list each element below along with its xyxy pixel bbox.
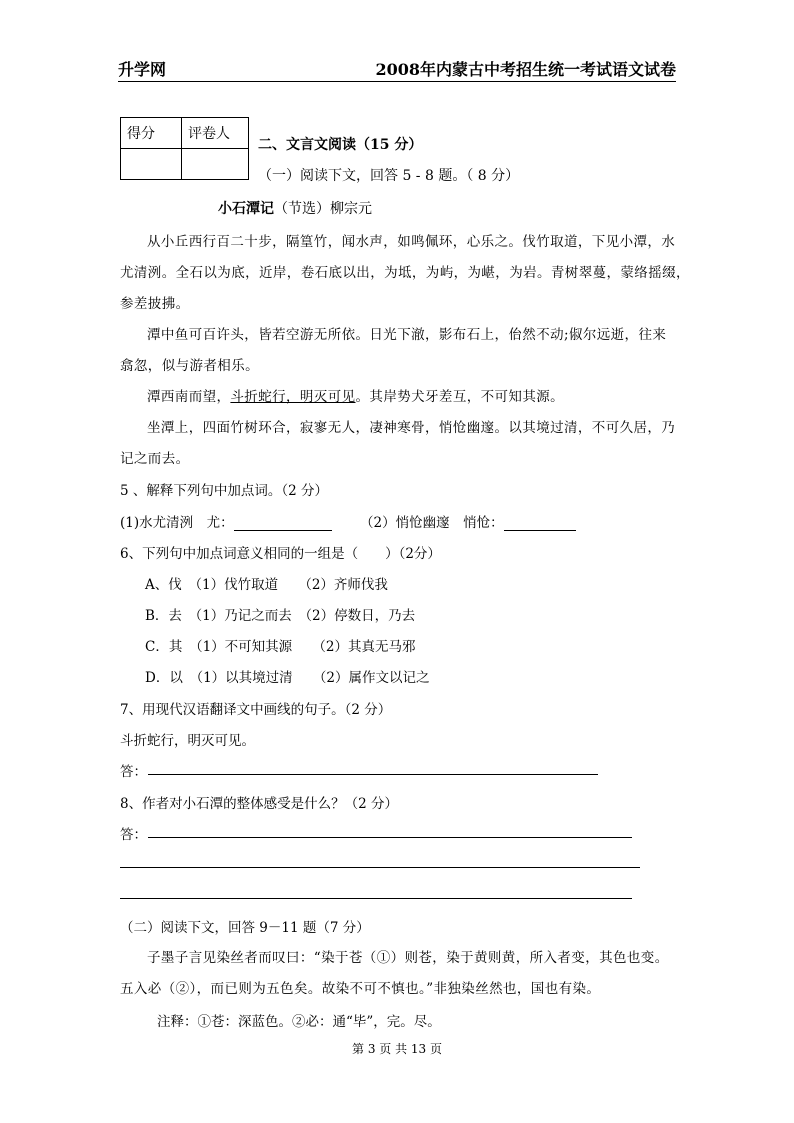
essay-line: 记之而去。 (120, 451, 190, 467)
header-divider (118, 81, 676, 82)
page-number: 第 3 页 共 13 页 (352, 1042, 442, 1056)
essay-line (147, 385, 564, 405)
answer-label: 答： (120, 764, 147, 780)
essay-line: 参差披拂。 (120, 296, 190, 312)
essay-author-note: （节选）柳宗元 (274, 201, 372, 217)
essay-line: 潭中鱼可百许头，皆若空游无所依。日光下澈，影布石上，佁然不动;俶尔远逝，往来 (147, 327, 667, 343)
score-cell (121, 149, 182, 180)
grader-header: 评卷人 (182, 118, 249, 149)
essay-line: 从小丘西行百二十步，隔篁竹，闻水声，如鸣佩环，心乐之。伐竹取道，下见小潭，水 (147, 234, 676, 250)
answer-blank[interactable] (234, 516, 332, 531)
question-5a (120, 511, 332, 531)
option-c: C．其 （1）不可知其源 （2）其真无马邪 (145, 639, 416, 655)
essay-text: 潭西南而望， (147, 389, 231, 405)
question-5: 5 、解释下列句中加点词。（2 分） (120, 483, 329, 499)
question-6: 6、下列句中加点词意义相同的一组是（ ）（2分） (120, 546, 441, 562)
part2-line: 子墨子言见染丝者而叹曰：“染于苍（①）则苍，染于黄则黄，所入者变，其色也变。 (147, 950, 669, 966)
option-a: A、伐 （1）伐竹取道 （2）齐师伐我 (145, 577, 388, 593)
exam-title: 2008年内蒙古中考招生统一考试语文试卷 (375, 60, 676, 79)
essay-line: 尤清洌。全石以为底，近岸，卷石底以出，为坻，为屿，为嵁，为岩。青树翠蔓，蒙络摇缀， (120, 265, 690, 281)
part1-intro: （一）阅读下文，回答 5 - 8 题。（ 8 分） (258, 168, 520, 184)
essay-line: 坐潭上，四面竹树环合，寂寥无人，凄神寒骨，悄怆幽邃。以其境过清，不可久居，乃 (147, 420, 676, 436)
score-header: 得分 (121, 118, 182, 149)
site-name: 升学网 (118, 60, 167, 79)
answer-line[interactable] (148, 837, 632, 838)
essay-text: 。其岸势犬牙差互，不可知其源。 (355, 389, 565, 405)
section-title: 二、文言文阅读（15 分） (258, 137, 423, 153)
score-table (120, 117, 249, 180)
essay-line: 翕忽，似与游者相乐。 (120, 358, 259, 374)
part2-line: 五入必（②），而已则为五色矣。故染不可不慎也。”非独染丝然也，国也有染。 (120, 981, 601, 997)
answer-line[interactable] (120, 867, 640, 868)
question-5a-label: (1)水尤清洌 尤： (120, 515, 234, 531)
answer-line[interactable] (120, 898, 632, 899)
underlined-sentence: 斗折蛇行，明灭可见 (230, 389, 356, 405)
grader-cell (182, 149, 249, 180)
answer-label: 答： (120, 827, 147, 843)
part2-note: 注释：①苍：深蓝色。②必：通“毕”，完。尽。 (157, 1014, 441, 1030)
option-b: B．去 （1）乃记之而去 （2）停数日，乃去 (145, 608, 416, 624)
essay-heading (218, 198, 372, 218)
question-7-sentence: 斗折蛇行，明灭可见。 (120, 733, 255, 749)
question-7: 7、用现代汉语翻译文中画线的句子。（2 分） (120, 702, 392, 718)
essay-title: 小石潭记 (218, 201, 274, 217)
answer-line[interactable] (148, 774, 598, 775)
question-5b-label: （2）悄怆幽邃 悄怆： (360, 515, 504, 531)
answer-blank[interactable] (504, 516, 576, 531)
option-d: D．以 （1）以其境过清 （2）属作文以记之 (145, 670, 430, 686)
part2-intro: （二）阅读下文，回答 9－11 题（7 分） (120, 920, 370, 936)
question-8: 8、作者对小石潭的整体感受是什么？（2 分） (120, 796, 398, 812)
question-5b (360, 511, 576, 531)
